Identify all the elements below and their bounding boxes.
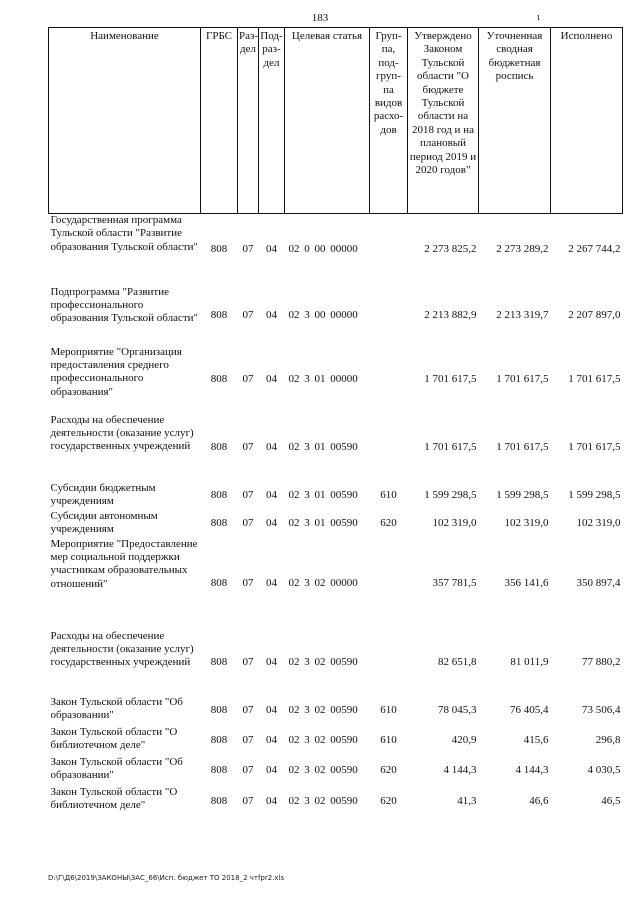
row-podrazdel: 04	[266, 795, 277, 808]
row-refined: 2 213 319,7	[496, 308, 549, 321]
row-razdel: 07	[242, 703, 254, 716]
row-podrazdel: 04	[266, 763, 277, 776]
row-podrazdel: 04	[266, 372, 277, 385]
row-razdel: 07	[242, 795, 254, 808]
row-approved: 420,9	[451, 733, 477, 746]
budget-table	[48, 27, 623, 819]
row-vr: 610	[380, 703, 397, 716]
row-podrazdel: 04	[266, 516, 277, 529]
row-approved: 1 701 617,5	[424, 440, 477, 453]
row-approved: 2 273 825,2	[424, 243, 477, 256]
row-razdel: 07	[242, 655, 254, 668]
header-target: Целевая статья	[285, 28, 370, 214]
row-approved: 82 651,8	[438, 655, 477, 668]
row-approved: 78 045,3	[438, 703, 477, 716]
table-header-row	[49, 28, 623, 214]
row-target: 02 3 01 00000	[288, 372, 358, 385]
row-name: Мероприятие "Организация предоставления среднего профессионального образования"	[50, 345, 182, 398]
table-row	[49, 538, 623, 630]
row-executed: 77 880,2	[582, 655, 621, 668]
row-razdel: 07	[242, 372, 254, 385]
row-target: 02 3 02 00590	[288, 795, 358, 808]
row-refined: 1 599 298,5	[496, 488, 549, 501]
row-razdel: 07	[242, 516, 254, 529]
row-razdel: 07	[242, 243, 254, 256]
row-refined: 356 141,6	[504, 576, 549, 589]
row-target: 02 3 02 00590	[288, 733, 358, 746]
table-row	[49, 482, 623, 510]
row-vr	[370, 538, 408, 630]
table-row	[49, 726, 623, 756]
row-name: Закон Тульской области "Об образовании"	[50, 695, 183, 721]
row-refined: 76 405,4	[510, 703, 549, 716]
row-name: Субсидии автономным учреждениям	[50, 509, 158, 535]
row-vr	[370, 286, 408, 346]
row-grbs: 808	[210, 655, 228, 668]
row-vr: 620	[380, 795, 397, 808]
row-executed: 46,5	[601, 795, 621, 808]
row-target: 02 3 02 00590	[288, 655, 358, 668]
row-executed: 296,8	[595, 733, 621, 746]
row-grbs: 808	[210, 795, 228, 808]
row-grbs: 808	[210, 733, 228, 746]
row-grbs: 808	[210, 372, 228, 385]
table-row	[49, 346, 623, 414]
row-target: 02 3 01 00590	[288, 516, 358, 529]
row-razdel: 07	[242, 488, 254, 501]
row-vr	[370, 414, 408, 482]
row-name: Закон Тульской области "О библиотечном деле"	[50, 785, 178, 811]
row-approved: 102 319,0	[432, 516, 477, 529]
row-name: Субсидии бюджетным учреждениям	[50, 481, 156, 507]
row-refined: 2 273 289,2	[496, 243, 549, 256]
row-grbs: 808	[210, 576, 228, 589]
row-target: 02 3 02 00000	[288, 576, 358, 589]
row-refined: 415,6	[523, 733, 549, 746]
file-path-footer: D:\Г\Д6\2019\ЗАКОНЫ\ЗАС_66\Исп. бюджет ТО 2018_2 чтfpr2.xls	[48, 874, 285, 882]
row-grbs: 808	[210, 703, 228, 716]
row-vr: 620	[380, 516, 397, 529]
row-name: Государственная программа Тульской области "Развитие образования Тульской области"	[50, 214, 199, 253]
row-executed: 350 897,4	[576, 576, 621, 589]
row-refined: 4 144,3	[515, 763, 549, 776]
table-row	[49, 214, 623, 286]
row-executed: 102 319,0	[576, 516, 621, 529]
row-podrazdel: 04	[266, 243, 277, 256]
row-vr: 620	[380, 763, 397, 776]
row-name: Мероприятие "Предоставление мер социальной поддержки участникам образовательных отношений"	[50, 537, 198, 590]
row-podrazdel: 04	[266, 440, 277, 453]
row-vr: 610	[380, 733, 397, 746]
row-grbs: 808	[210, 516, 228, 529]
row-podrazdel: 04	[266, 488, 277, 501]
row-razdel: 07	[242, 440, 254, 453]
row-target: 02 3 01 00590	[288, 488, 358, 501]
table-row	[49, 286, 623, 346]
row-grbs: 808	[210, 243, 228, 256]
row-name: Закон Тульской области "О библиотечном деле"	[50, 725, 178, 751]
row-approved: 41,3	[457, 795, 477, 808]
row-grbs: 808	[210, 763, 228, 776]
row-approved: 357 781,5	[432, 576, 477, 589]
row-refined: 1 701 617,5	[496, 440, 549, 453]
row-podrazdel: 04	[266, 576, 277, 589]
table-row	[49, 786, 623, 819]
table-row	[49, 510, 623, 538]
row-razdel: 07	[242, 576, 254, 589]
row-grbs: 808	[210, 440, 228, 453]
row-target: 02 3 01 00590	[288, 440, 358, 453]
row-razdel: 07	[242, 733, 254, 746]
header-grbs: ГРБС	[201, 28, 238, 214]
row-podrazdel: 04	[266, 655, 277, 668]
row-name: Закон Тульской области "Об образовании"	[50, 755, 183, 781]
header-razdel: Раз-дел	[238, 28, 259, 214]
row-razdel: 07	[242, 763, 254, 776]
table-row	[49, 696, 623, 726]
table-row	[49, 756, 623, 786]
row-approved: 2 213 882,9	[424, 308, 477, 321]
header-name: Наименование	[49, 28, 201, 214]
corner-mark: ι	[537, 12, 540, 23]
header-podrazdel: Под-раз-дел	[259, 28, 285, 214]
row-podrazdel: 04	[266, 733, 277, 746]
row-vr	[370, 214, 408, 286]
row-name: Расходы на обеспечение деятельности (оказание услуг) государственных учреждений	[50, 413, 194, 453]
row-target: 02 0 00 00000	[288, 243, 358, 256]
row-name: Расходы на обеспечение деятельности (оказание услуг) государственных учреждений	[50, 629, 194, 669]
row-refined: 46,6	[529, 795, 549, 808]
header-approved: Утверждено Законом Тульской области "О бюджете Тульской области на 2018 год и на плановый период 2019 и 2020 годов"	[408, 28, 479, 214]
page-number: 183	[311, 12, 329, 24]
row-grbs: 808	[210, 488, 228, 501]
header-executed: Исполнено	[551, 28, 623, 214]
row-target: 02 3 02 00590	[288, 703, 358, 716]
row-grbs: 808	[210, 308, 228, 321]
row-name: Подпрограмма "Развитие профессионального образования Тульской области"	[50, 285, 199, 325]
row-vr: 610	[380, 488, 397, 501]
row-executed: 1 599 298,5	[568, 488, 621, 501]
header-vr: Груп-па, под-груп-па видов расхо-дов	[370, 28, 408, 214]
row-target: 02 3 00 00000	[288, 308, 358, 321]
row-razdel: 07	[242, 308, 254, 321]
row-refined: 102 319,0	[504, 516, 549, 529]
row-executed: 2 207 897,0	[568, 308, 621, 321]
row-vr	[370, 630, 408, 696]
row-refined: 1 701 617,5	[496, 372, 549, 385]
row-executed: 1 701 617,5	[568, 440, 621, 453]
row-target: 02 3 02 00590	[288, 763, 358, 776]
row-refined: 81 011,9	[510, 655, 549, 668]
row-vr	[370, 346, 408, 414]
row-podrazdel: 04	[266, 703, 277, 716]
table-row	[49, 630, 623, 696]
row-executed: 4 030,5	[587, 763, 621, 776]
row-approved: 4 144,3	[443, 763, 477, 776]
row-approved: 1 599 298,5	[424, 488, 477, 501]
row-executed: 2 267 744,2	[568, 243, 621, 256]
row-executed: 73 506,4	[582, 703, 621, 716]
row-approved: 1 701 617,5	[424, 372, 477, 385]
row-executed: 1 701 617,5	[568, 372, 621, 385]
table-row	[49, 414, 623, 482]
header-refined: Уточненная сводная бюджетная роспись	[479, 28, 551, 214]
row-podrazdel: 04	[266, 308, 277, 321]
